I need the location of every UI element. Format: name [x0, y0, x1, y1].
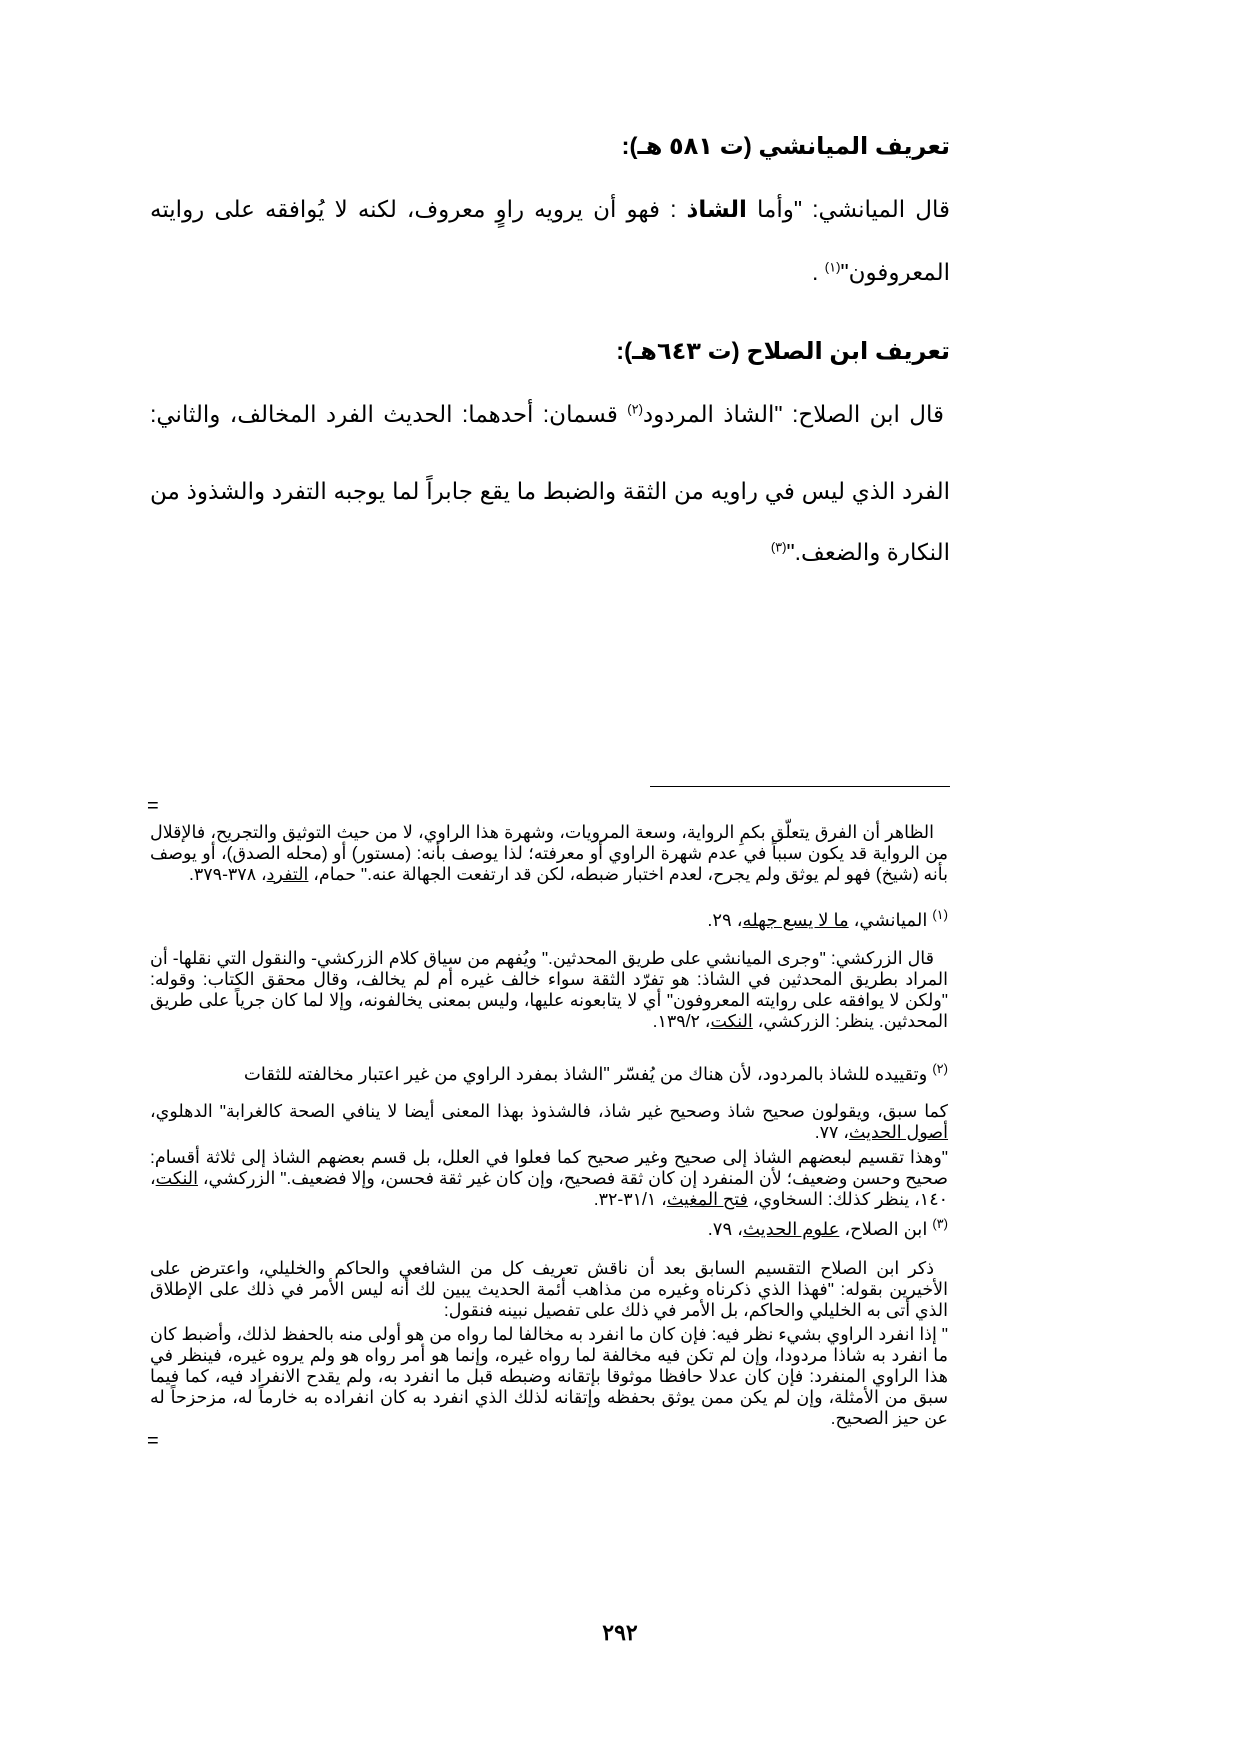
paragraph-mayanishi-cont — [150, 255, 950, 289]
paragraph-line — [150, 192, 950, 226]
text-run: : فهو أن يرويه راوٍ معروف، لكنه لا يُوافقه على روايته — [150, 196, 687, 222]
footnote-ref-2[interactable]: (٢) — [627, 401, 643, 417]
section-heading-ibn-salah: تعريف ابن الصلاح (ت ٦٤٣هـ): — [616, 338, 950, 365]
footnote-number: (٣) — [932, 1216, 948, 1231]
continuation-mark-end: = — [147, 1430, 159, 1452]
text-run: قسمان: أحدهما: الحديث الفرد المخالف، والثاني: — [150, 401, 628, 427]
footnote-number: (٢) — [932, 1061, 948, 1076]
paragraph-ibn-salah-1 — [150, 397, 950, 431]
paragraph-line — [150, 397, 950, 431]
citation-title: النكت — [710, 1011, 753, 1031]
footnote-ref-3[interactable]: (٣) — [770, 539, 787, 555]
text-run: قال ابن الصلاح: "الشاذ المردود — [642, 401, 944, 427]
text-run: الميانشي، — [848, 910, 933, 930]
footnote-3-paragraph-b: " إذا انفرد الراوي بشيء نظر فيه: فإن كان ما انفرد به مخالفا لما رواه من هو أولى منه بالحفظ لذلك، وأضبط كان ما انفرد به شاذا مردودا، وإن لم تكن فيه مخالفة لما رواه غيره، وإنما هو أمر رواه هو ولم يروه غيره، فينظر في هذا الراوي المنفرد: فإن كان عدلا حافظا موثوقا بإتقانه وضبطه قبل ما انفرد به، ولم يقدح الانفراد فيه، كما فيما سبق من الأمثلة، وإن لم يكن ممن يوثق بحفظه وإتقانه لذلك الذي انفرد به كان انفراده به خارماً له، مزحزحاً له عن حيز الصحيح. — [150, 1324, 948, 1428]
footnote-ref-1[interactable]: (١) — [824, 259, 841, 275]
paragraph-line — [150, 255, 950, 289]
text-run: النكارة والضعف." — [786, 539, 950, 565]
footnote-2-paragraph-b — [150, 1147, 948, 1210]
text-run: ابن الصلاح، — [839, 1219, 933, 1239]
text-run: . — [812, 259, 825, 285]
footnote-continuation — [150, 822, 948, 885]
text-run: "وهذا تقسيم لبعضهم الشاذ إلى صحيح وغير صحيح كما فعلوا في العلل، بل قسم بعضهم الشاذ إلى ثلاثة أقسام: صحيح وحسن وضعيف؛ لأن المنفرد إن كان ثقة فصحيح، وإن كان غير ثقة فحسن، وإلا فضعيف." الزركشي، — [150, 1147, 949, 1188]
text-run: ، ٧٧. — [814, 1122, 849, 1142]
page-number: ٢٩٢ — [602, 1620, 638, 1645]
section-heading-mayanishi: تعريف الميانشي (ت ٥٨١ هـ): — [621, 133, 950, 160]
bold-term: الشاذ — [686, 196, 747, 222]
text-run: وتقييده للشاذ بالمردود، لأن هناك من يُفسّر "الشاذ بمفرد الراوي من غير اعتبار مخالفته للثقات — [243, 1064, 933, 1084]
footnote-number: (١) — [932, 907, 948, 922]
continuation-mark: = — [147, 795, 159, 817]
citation-title: أصول الحديث — [848, 1122, 948, 1142]
text-run: المعروفون" — [840, 259, 950, 285]
text-run: كما سبق، ويقولون صحيح شاذ وصحيح غير شاذ، فالشذوذ بهذا المعنى أيضا لا ينافي الصحة كالغرابة" الدهلوي، — [150, 1101, 948, 1121]
text-run: ، ٢٩. — [707, 910, 743, 930]
citation-title: النكت — [155, 1168, 198, 1188]
footnote-2 — [150, 1061, 948, 1085]
footnote-1-paragraph — [150, 948, 948, 1032]
text-run: ، ٧٩. — [707, 1219, 743, 1239]
citation-title: علوم الحديث — [742, 1219, 840, 1239]
footnote-2-paragraph-a — [150, 1101, 948, 1143]
text-run: الظاهر أن الفرق يتعلّق بكمِ الرواية، وسعة المرويات، وشهرة هذا الراوي، لا من حيث التوثيق والتجريح، فالإقلال من الرواية قد يكون سبباً في عدم شهرة الراوي أو معرفته؛ لذا يوصف بأنه: (مستور) أو (محله الصدق)، أو يوصف بأنه (شيخ) فهو لم يوثق ولم يجرح، لعدم اختبار ضبطه، لكن قد ارتفعت الجهالة عنه." حمام، — [150, 822, 948, 884]
text-run: ، ١٤٠، ينظر كذلك: السخاوي، — [150, 1168, 948, 1209]
text-run: قال الزركشي: "وجرى الميانشي على طريق المحدثين." ويُفهم من سياق كلام الزركشي- والنقول التي نقلها- أن المراد بطريق المحدثين في الشاذ: هو تفرّد الثقة سواء خالف غيره أم لم يخالف، وقال محقق الكتاب: وقوله: "ولكن لا يوافقه على روايته المعروفون" أي لا يتابعونه عليها، وليس بمعنى يخالفونه، وإلا لما كان جرياً على طريق المحدثين. ينظر: الزركشي، — [150, 948, 948, 1031]
text-run: ، ١٣٩/٢. — [652, 1011, 711, 1031]
citation-title: ما لا يسع جهله — [742, 910, 849, 930]
paragraph-line — [150, 535, 950, 569]
paragraph-mayanishi — [150, 192, 950, 226]
citation-title: التفرد — [266, 864, 309, 884]
citation-title: فتح المغيث — [666, 1189, 748, 1209]
paragraph-ibn-salah-2 — [150, 474, 950, 508]
text-run: ، ٣١/١-٣٢. — [593, 1189, 667, 1209]
footnote-separator — [650, 786, 950, 787]
paragraph-line: الفرد الذي ليس في راويه من الثقة والضبط ما يقع جابراً لما يوجبه التفرد والشذوذ من — [150, 478, 950, 504]
footnote-3 — [150, 1216, 948, 1240]
text-run: قال الميانشي: "وأما — [746, 196, 950, 222]
footnote-1 — [150, 907, 948, 931]
paragraph-ibn-salah-3 — [150, 535, 950, 569]
footnote-3-paragraph-a: ذكر ابن الصلاح التقسيم السابق بعد أن ناقش تعريف كل من الشافعي والحاكم والخليلي، واعترض على الأخيرين بقوله: "فهذا الذي ذكرناه وغيره من مذاهب أئمة الحديث يبين لك أنه ليس الأمر في ذلك على الإطلاق الذي أتى به الخليلي والحاكم، بل الأمر في ذلك على تفصيل نبينه فنقول: — [150, 1258, 948, 1320]
text-run: ، ٣٧٨-٣٧٩. — [189, 864, 267, 884]
